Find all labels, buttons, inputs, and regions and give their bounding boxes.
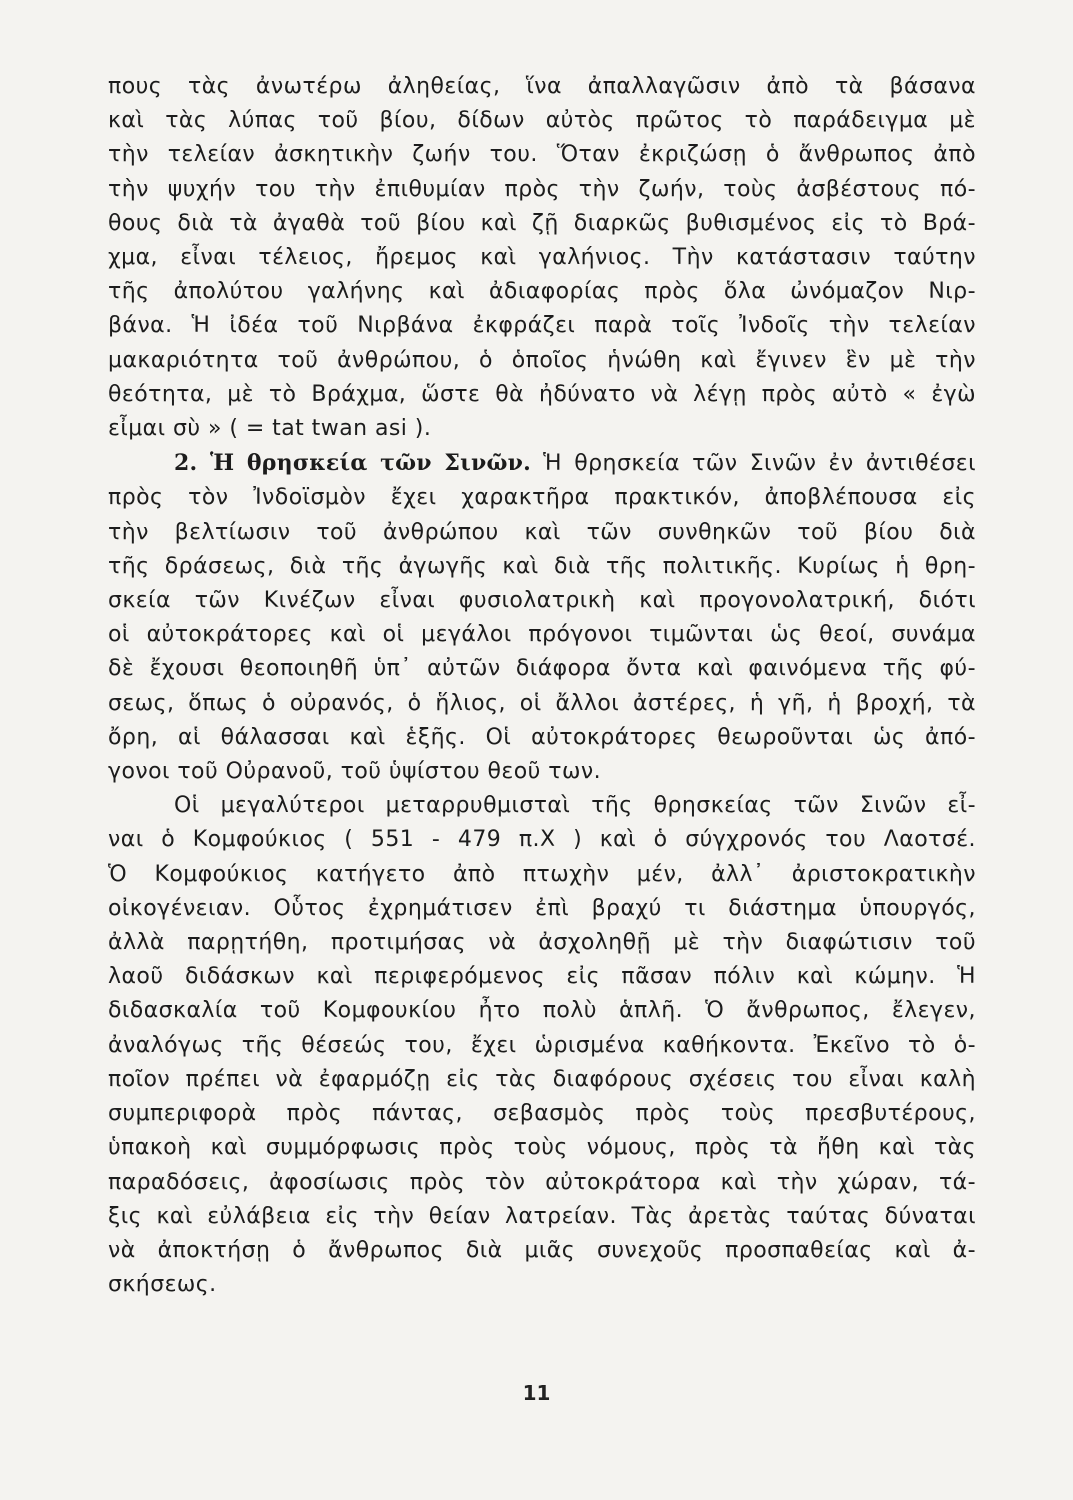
text-line: σκεία τῶν Κινέζων εἶναι φυσιολατρικὴ καὶ προγονολατρική, διότι bbox=[108, 588, 976, 614]
text-line: καὶ τὰς λύπας τοῦ βίου, δίδων αὐτὸς πρῶτος τὸ παράδειγμα μὲ bbox=[108, 108, 976, 134]
text-line: ὄρη, αἱ θάλασσαι καὶ ἑξῆς. Οἱ αὐτοκράτορες θεωροῦνται ὡς ἀπό- bbox=[108, 724, 976, 750]
text-line: χμα, εἶναι τέλειος, ἤρεμος καὶ γαλήνιος. Τὴν κατάστασιν ταύτην bbox=[108, 245, 976, 271]
text-line: γονοι τοῦ Οὐρανοῦ, τοῦ ὑψίστου θεοῦ των. bbox=[108, 759, 602, 785]
text-line: νὰ ἀποκτήσῃ ὁ ἄνθρωπος διὰ μιᾶς συνεχοῦς προσπαθείας καὶ ἀ- bbox=[108, 1237, 976, 1263]
text-line: ναι ὁ Κομφούκιος ( 551 - 479 π.Χ ) καὶ ὁ σύγχρονός του Λαοτσέ. bbox=[108, 827, 976, 853]
text-line: βάνα. Ἡ ἰδέα τοῦ Νιρβάνα ἐκφράζει παρὰ τοῖς Ἰνδοῖς τὴν τελείαν bbox=[108, 313, 976, 339]
text-line: μακαριότητα τοῦ ἀνθρώπου, ὁ ὁποῖος ἡνώθη καὶ ἔγινεν ἓν μὲ τὴν bbox=[108, 347, 976, 373]
section-heading-line bbox=[108, 446, 976, 481]
text-line: σκήσεως. bbox=[108, 1272, 217, 1298]
text-line: τῆς δράσεως, διὰ τῆς ἀγωγῆς καὶ διὰ τῆς πολιτικῆς. Κυρίως ἡ θρη- bbox=[108, 553, 976, 579]
section-heading-rest: Ἡ θρησκεία τῶν Σινῶν ἐν ἀντιθέσει bbox=[543, 451, 976, 477]
text-line: πους τὰς ἀνωτέρω ἀληθείας, ἵνα ἀπαλλαγῶσιν ἀπὸ τὰ βάσανα bbox=[108, 74, 976, 99]
text-line: συμπεριφορὰ πρὸς πάντας, σεβασμὸς πρὸς τοὺς πρεσβυτέρους, bbox=[108, 1101, 976, 1127]
text-line: Οἱ μεγαλύτεροι μεταρρυθμισταὶ τῆς θρησκείας τῶν Σινῶν εἶ- bbox=[174, 793, 976, 819]
text-line: θους διὰ τὰ ἀγαθὰ τοῦ βίου καὶ ζῇ διαρκῶς βυθισμένος εἰς τὸ Βρά- bbox=[108, 210, 976, 236]
page-number: 11 bbox=[522, 1381, 551, 1405]
text-line: διδασκαλία τοῦ Κομφουκίου ἦτο πολὺ ἁπλῆ. Ὁ ἄνθρωπος, ἔλεγεν, bbox=[108, 998, 976, 1024]
text-line: οἰκογένειαν. Οὗτος ἐχρημάτισεν ἐπὶ βραχύ τι διάστημα ὑπουργός, bbox=[108, 895, 976, 921]
text-line: θεότητα, μὲ τὸ Βράχμα, ὥστε θὰ ἠδύνατο νὰ λέγῃ πρὸς αὐτὸ « ἐγὼ bbox=[108, 381, 976, 407]
text-line: ἀναλόγως τῆς θέσεώς του, ἔχει ὡρισμένα καθήκοντα. Ἐκεῖνο τὸ ὁ- bbox=[108, 1032, 976, 1058]
text-line: οἱ αὐτοκράτορες καὶ οἱ μεγάλοι πρόγονοι τιμῶνται ὡς θεοί, συνάμα bbox=[108, 622, 976, 648]
text-line: Ὁ Κομφούκιος κατήγετο ἀπὸ πτωχὴν μέν, ἀλλ᾽ ἀριστοκρατικὴν bbox=[108, 861, 976, 887]
text-line: δὲ ἔχουσι θεοποιηθῆ ὑπ᾽ αὐτῶν διάφορα ὄντα καὶ φαινόμενα τῆς φύ- bbox=[108, 656, 976, 682]
text-line: πρὸς τὸν Ἰνδοϊσμὸν ἔχει χαρακτῆρα πρακτικόν, ἀποβλέπουσα εἰς bbox=[108, 485, 976, 511]
text-line: τῆς ἀπολύτου γαλήνης καὶ ἀδιαφορίας πρὸς ὅλα ὠνόμαζον Νιρ- bbox=[108, 279, 976, 305]
section-heading: 2. Ἡ θρησκεία τῶν Σινῶν. bbox=[174, 450, 531, 477]
text-line: λαοῦ διδάσκων καὶ περιφερόμενος εἰς πᾶσαν πόλιν καὶ κώμην. Ἡ bbox=[108, 964, 976, 990]
text-line: τὴν τελείαν ἀσκητικὴν ζωήν του. Ὅταν ἐκριζώσῃ ὁ ἄνθρωπος ἀπὸ bbox=[108, 142, 976, 168]
text-line: παραδόσεις, ἀφοσίωσις πρὸς τὸν αὐτοκράτορα καὶ τὴν χώραν, τά- bbox=[108, 1169, 976, 1195]
text-line: τὴν βελτίωσιν τοῦ ἀνθρώπου καὶ τῶν συνθηκῶν τοῦ βίου διὰ bbox=[108, 519, 976, 545]
text-line: ποῖον πρέπει νὰ ἐφαρμόζῃ εἰς τὰς διαφόρους σχέσεις του εἶναι καλὴ bbox=[108, 1066, 976, 1092]
text-line: ξις καὶ εὐλάβεια εἰς τὴν θείαν λατρείαν. Τὰς ἀρετὰς ταύτας δύναται bbox=[108, 1203, 976, 1229]
body-text bbox=[108, 70, 976, 1302]
text-line: σεως, ὅπως ὁ οὐρανός, ὁ ἥλιος, οἱ ἄλλοι ἀστέρες, ἡ γῆ, ἡ βροχή, τὰ bbox=[108, 690, 976, 716]
text-line: ὑπακοὴ καὶ συμμόρφωσις πρὸς τοὺς νόμους, πρὸς τὰ ἤθη καὶ τὰς bbox=[108, 1135, 976, 1161]
text-line: ἀλλὰ παρῃτήθη, προτιμήσας νὰ ἀσχοληθῇ μὲ τὴν διαφώτισιν τοῦ bbox=[108, 930, 976, 956]
text-line: εἶμαι σὺ » ( = tat twan asi ). bbox=[108, 416, 432, 442]
text-line: τὴν ψυχήν του τὴν ἐπιθυμίαν πρὸς τὴν ζωήν, τοὺς ἀσβέστους πό- bbox=[108, 176, 976, 202]
